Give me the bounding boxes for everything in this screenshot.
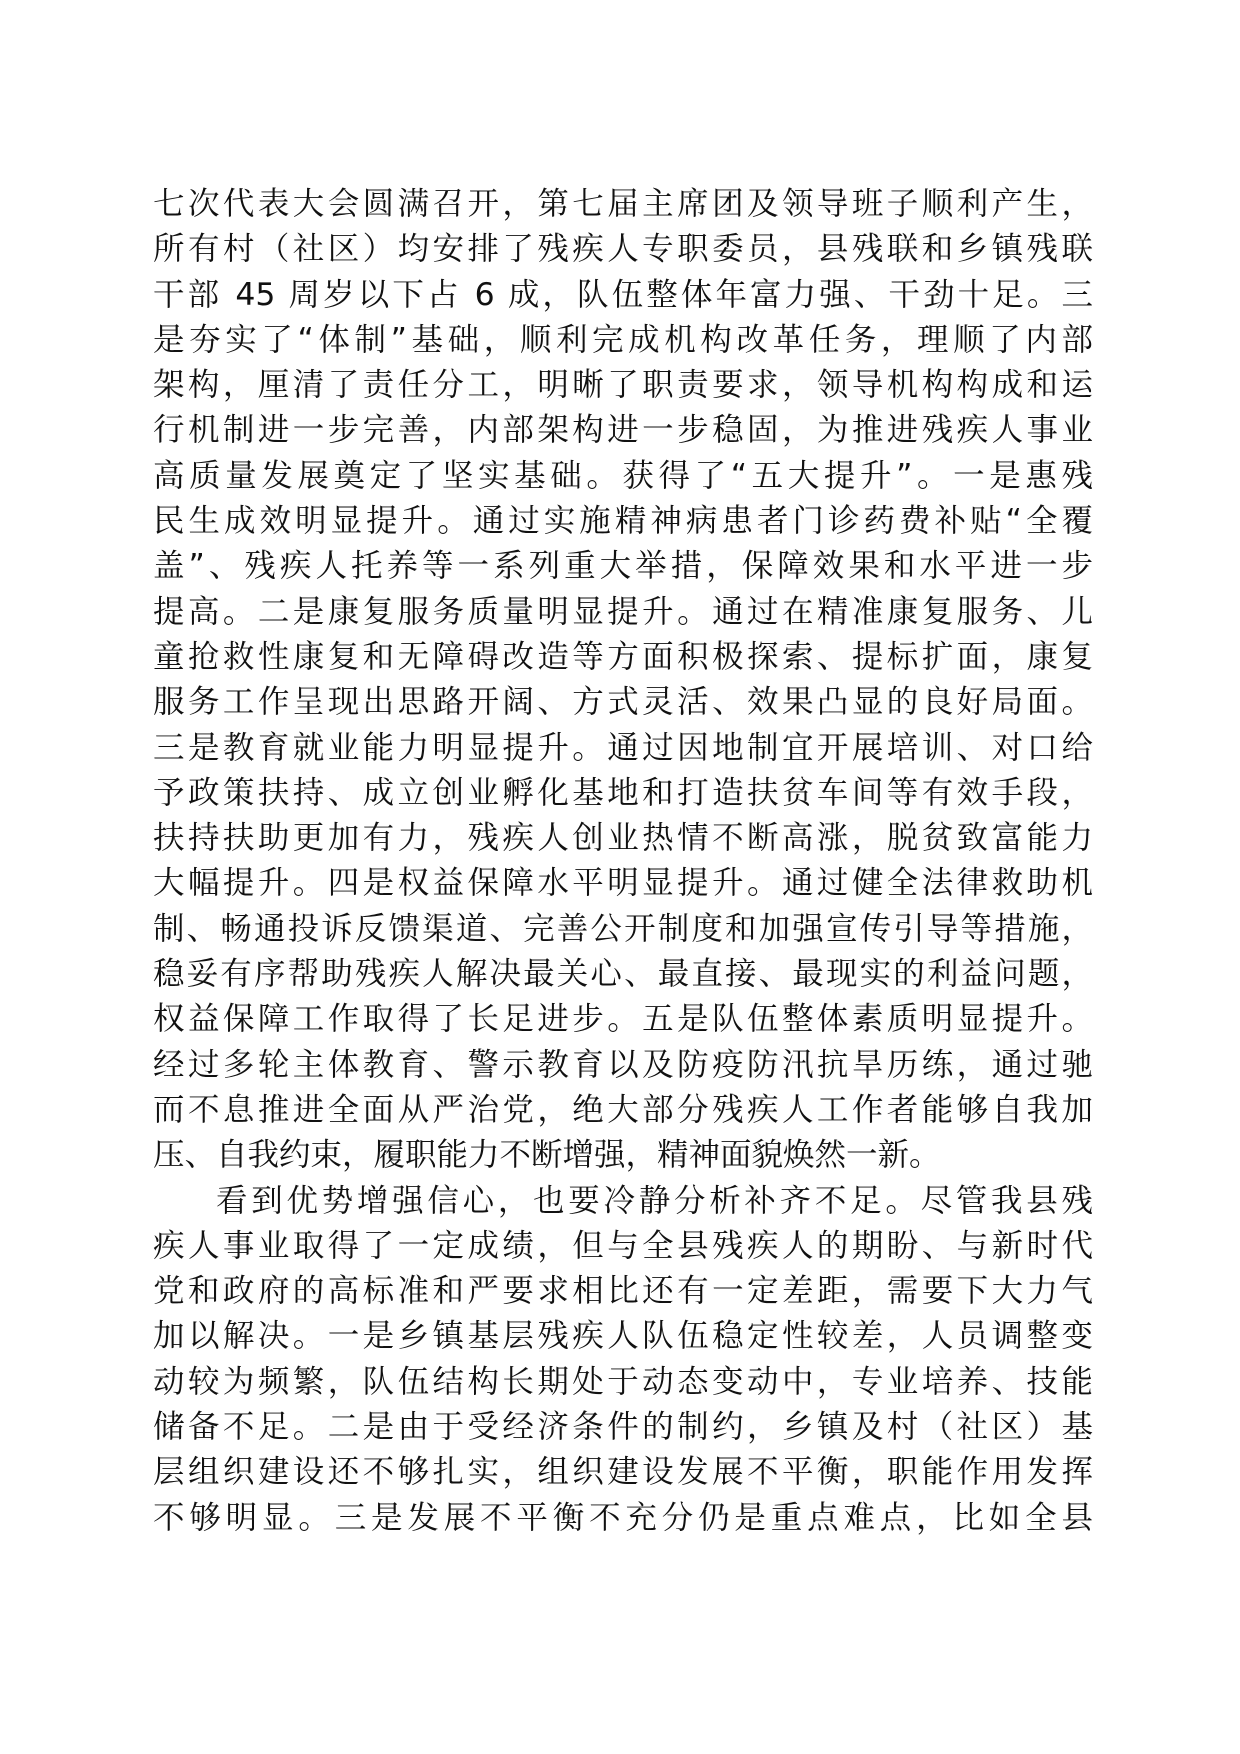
text-line: 经过多轮主体教育、警示教育以及防疫防汛抗旱历练，通过驰	[153, 1046, 1093, 1083]
text-line: 大幅提升。四是权益保障水平明显提升。通过健全法律救助机	[153, 865, 1093, 902]
text-line: 七次代表大会圆满召开，第七届主席团及领导班子顺利产生，	[153, 186, 1093, 222]
text-line: 党和政府的高标准和严要求相比还有一定差距，需要下大力气	[153, 1273, 1093, 1310]
text-line: 行机制进一步完善，内部架构进一步稳固，为推进残疾人事业	[153, 412, 1093, 449]
text-line: 而不息推进全面从严治党，绝大部分残疾人工作者能够自我加	[153, 1091, 1093, 1128]
text-line: 稳妥有序帮助残疾人解决最关心、最直接、最现实的利益问题，	[153, 956, 1093, 993]
text-line: 疾人事业取得了一定成绩，但与全县残疾人的期盼、与新时代	[153, 1227, 1093, 1264]
text-line: 动较为频繁，队伍结构长期处于动态变动中，专业培养、技能	[153, 1363, 1093, 1400]
paragraph-first-line: 看到优势增强信心，也要冷静分析补齐不足。尽管我县残	[216, 1182, 1093, 1219]
text-line: 服务工作呈现出思路开阔、方式灵活、效果凸显的良好局面。	[153, 684, 1093, 721]
text-line: 童抢救性康复和无障碍改造等方面积极探索、提标扩面，康复	[153, 638, 1093, 675]
text-line: 层组织建设还不够扎实，组织建设发展不平衡，职能作用发挥	[153, 1454, 1093, 1491]
text-line: 盖”、残疾人托养等一系列重大举措，保障效果和水平进一步	[153, 548, 1093, 585]
text-line: 制、畅通投诉反馈渠道、完善公开制度和加强宣传引导等措施，	[153, 910, 1093, 947]
text-line: 予政策扶持、成立创业孵化基地和打造扶贫车间等有效手段，	[153, 774, 1093, 811]
text-line: 加以解决。一是乡镇基层残疾人队伍稳定性较差，人员调整变	[153, 1318, 1093, 1355]
text-line: 架构，厘清了责任分工，明晰了职责要求，领导机构构成和运	[153, 367, 1093, 404]
text-line: 扶持扶助更加有力，残疾人创业热情不断高涨，脱贫致富能力	[153, 820, 1093, 857]
text-line: 所有村（社区）均安排了残疾人专职委员，县残联和乡镇残联	[153, 231, 1093, 268]
text-line: 民生成效明显提升。通过实施精神病患者门诊药费补贴“全覆	[153, 503, 1093, 540]
text-line: 干部 45 周岁以下占 6 成，队伍整体年富力强、干劲十足。三	[153, 276, 1093, 313]
text-line: 不够明显。三是发展不平衡不充分仍是重点难点，比如全县	[153, 1499, 1093, 1536]
text-line: 压、自我约束，履职能力不断增强，精神面貌焕然一新。	[153, 1137, 941, 1174]
text-line: 储备不足。二是由于受经济条件的制约，乡镇及村（社区）基	[153, 1409, 1093, 1446]
text-line: 是夯实了“体制”基础，顺利完成机构改革任务，理顺了内部	[153, 321, 1093, 358]
text-line: 权益保障工作取得了长足进步。五是队伍整体素质明显提升。	[153, 1001, 1093, 1038]
text-line: 高质量发展奠定了坚实基础。获得了“五大提升”。一是惠残	[153, 457, 1093, 494]
text-line: 提高。二是康复服务质量明显提升。通过在精准康复服务、儿	[153, 593, 1093, 630]
body-text	[153, 182, 1093, 1541]
text-line: 三是教育就业能力明显提升。通过因地制宜开展培训、对口给	[153, 729, 1093, 766]
